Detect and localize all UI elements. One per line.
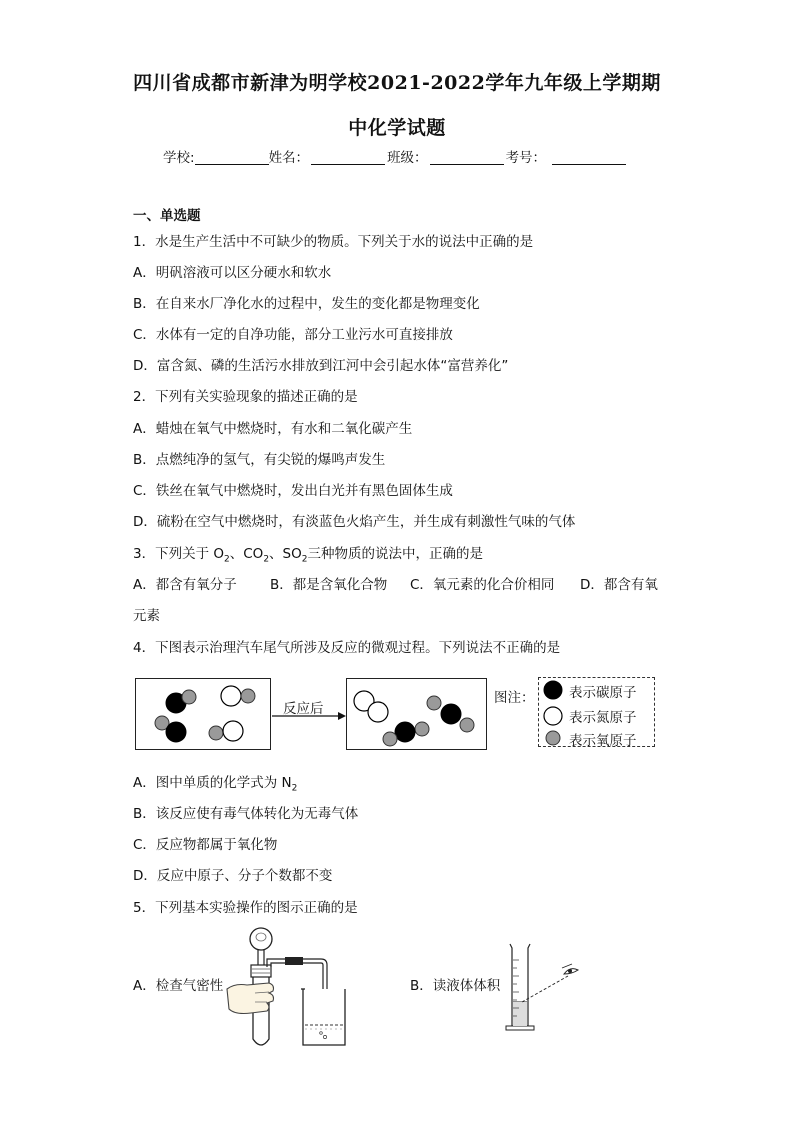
q4-option-a: A．图中单质的化学式为 $N_2$ xyxy=(133,775,298,794)
graduated-cylinder-illustration xyxy=(500,940,590,1040)
student-info-row xyxy=(163,146,626,166)
q4-option-d: D．反应中原子、分子个数都不变 xyxy=(133,868,333,884)
reaction-arrow-label: 反应后 xyxy=(283,701,324,717)
q2-stem: 2．下列有关实验现象的描述正确的是 xyxy=(133,389,358,405)
q2-option-d: D．硫粉在空气中燃烧时，有淡蓝色火焰产生，并生成有刺激性气味的气体 xyxy=(133,514,576,530)
q5-option-a: A．检查气密性 xyxy=(133,978,224,994)
products-box xyxy=(346,678,487,750)
q4-option-c: C．反应物都属于氧化物 xyxy=(133,837,278,853)
q4-stem: 4．下图表示治理汽车尾气所涉及反应的微观过程。下列说法不正确的是 xyxy=(133,640,561,656)
legend-box xyxy=(538,677,655,747)
q4-option-b: B．该反应使有毒气体转化为无毒气体 xyxy=(133,806,359,822)
q1-option-d: D．富含氮、磷的生活污水排放到江河中会引起水体“富营养化” xyxy=(133,358,509,374)
q3-option-b: B．都是含氧化合物 xyxy=(270,577,388,593)
q3-option-d: D．都含有氧 xyxy=(580,577,658,593)
reactants-box xyxy=(135,678,271,750)
number-label: 考号： xyxy=(505,150,547,166)
q1-option-c: C．水体有一定的自净功能，部分工业污水可直接排放 xyxy=(133,327,453,343)
q3-option-c: C．氧元素的化合价相同 xyxy=(410,577,555,593)
product-molecules xyxy=(347,679,488,751)
school-label: 学校: xyxy=(163,150,195,166)
carbon-atom-icon xyxy=(544,681,562,699)
school-blank[interactable] xyxy=(195,150,269,165)
q1-stem: 1．水是生产生活中不可缺少的物质。下列关于水的说法中正确的是 xyxy=(133,234,534,250)
class-blank[interactable] xyxy=(430,150,504,165)
exam-title-line1: 四川省成都市新津为明学校2021-2022学年九年级上学期期 xyxy=(133,72,661,94)
q2-option-a: A．蜡烛在氧气中燃烧时，有水和二氧化碳产生 xyxy=(133,421,413,437)
q2-option-b: B．点燃纯净的氢气，有尖锐的爆鸣声发生 xyxy=(133,452,386,468)
class-label: 班级： xyxy=(387,150,428,166)
q5-option-b: B．读液体体积 xyxy=(410,978,501,994)
q1-option-a: A．明矾溶液可以区分硬水和软水 xyxy=(133,265,332,281)
legend-title: 图注： xyxy=(494,690,535,706)
legend-nitrogen-label: 表示氮原子 xyxy=(569,710,637,726)
q3-option-d-continued: 元素 xyxy=(133,608,160,624)
name-blank[interactable] xyxy=(311,150,385,165)
q3-option-a: A．都含有氧分子 xyxy=(133,577,237,593)
section-heading: 一、单选题 xyxy=(133,208,201,224)
exam-title-line2: 中化学试题 xyxy=(348,117,446,139)
eye-icon xyxy=(562,964,578,974)
reaction-arrow-icon xyxy=(270,710,350,722)
q1-option-b: B．在自来水厂净化水的过程中，发生的变化都是物理变化 xyxy=(133,296,480,312)
reactant-molecules xyxy=(136,679,272,751)
oxygen-atom-icon xyxy=(546,731,560,745)
legend-carbon-label: 表示碳原子 xyxy=(569,685,637,701)
q2-option-c: C．铁丝在氧气中燃烧时，发出白光并有黑色固体生成 xyxy=(133,483,453,499)
airtightness-apparatus-illustration xyxy=(225,925,355,1055)
q5-stem: 5．下列基本实验操作的图示正确的是 xyxy=(133,900,358,916)
name-label: 姓名： xyxy=(268,150,310,166)
nitrogen-atom-icon xyxy=(544,707,562,725)
number-blank[interactable] xyxy=(552,150,626,165)
legend-symbols xyxy=(543,678,563,748)
q3-stem: 3．下列关于 $O_2$、$CO_2$、$SO_2$三种物质的说法中，正确的是 xyxy=(133,546,483,565)
legend-oxygen-label: 表示氧原子 xyxy=(569,733,637,749)
